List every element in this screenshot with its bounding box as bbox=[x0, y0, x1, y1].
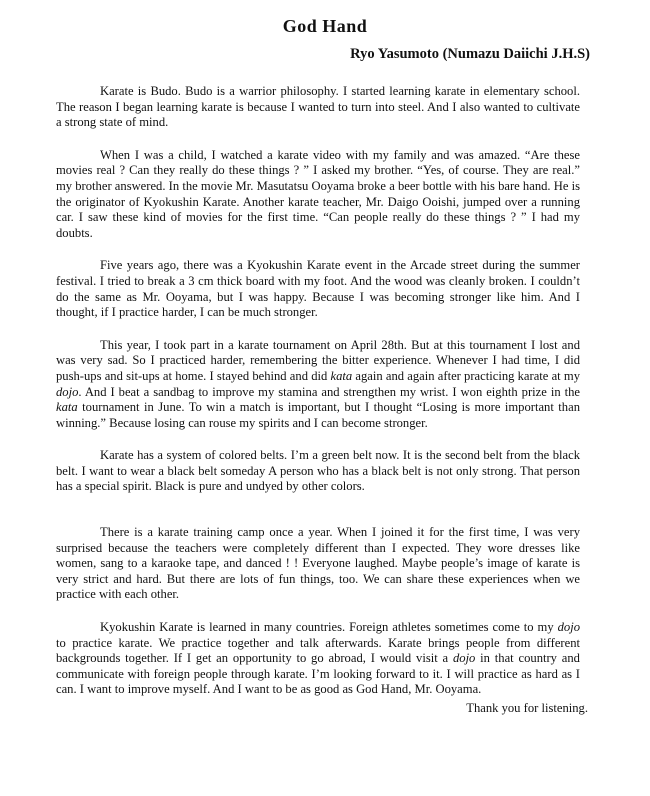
paragraph-6: There is a karate training camp once a year. When I joined it for the first time, I was very surprised because the teachers were completely different than I expected. They wore dresses like women, sang to a karaoke tape, and danced ! ! Everyone laughed. Maybe people’s image of karate is very strict and hard. But there are lots of fun things, too. We can share these experiences when we practice with each other. bbox=[56, 525, 580, 602]
essay-author: Ryo Yasumoto (Numazu Daiichi J.H.S) bbox=[350, 46, 590, 62]
term-dojo: dojo bbox=[452, 651, 476, 666]
term-dojo: dojo bbox=[557, 620, 580, 635]
paragraph-5: Karate has a system of colored belts. I’m a green belt now. It is the second belt from the black belt. I want to wear a black belt someday A person who has a black belt is not only strong. That person has a special spirit. Black is pure and undyed by other colors. bbox=[56, 448, 580, 494]
paragraph-3: Five years ago, there was a Kyokushin Karate event in the Arcade street during the summer festival. I tried to break a 3 cm thick board with my foot. And the wood was cleanly broken. I couldn’t do the same as Mr. Ooyama, but I was happy. Because I was becoming stronger like him. And I thought, if I practice harder, I can be much stronger. bbox=[56, 258, 580, 320]
paragraph-2: When I was a child, I watched a karate video with my family and was amazed. “Are these movies real ? Can they really do these things ? ” I asked my brother. “Yes, of course. They are real.” my brother answered. In the movie Mr. Masutatsu Ooyama broke a beer bottle with his bare hand. He is the originator of Kyokushin Karate. Another karate teacher, Mr. Daigo Ooishi, jumped over a running car. I saw these kind of movies for the first time. “Can people really do these things ? ” I had my doubts. bbox=[56, 147, 580, 240]
paragraph-1: Karate is Budo. Budo is a warrior philosophy. I started learning karate in elementary school. The reason I began learning karate is because I wanted to turn into steel. And I also wanted to cultivate a strong state of mind. bbox=[56, 84, 580, 130]
paragraph-4: This year, I took part in a karate tournament on April 28th. But at this tournament I lost and was very sad. So I practiced harder, remembering the bitter experience. Whenever I had time, I did push-ups and sit-ups at home. I stayed behind and did kata again and again after practicing karate at my dojo. And I beat a sandbag to improve my stamina and strengthen my wrist. I won eighth prize in the kata tournament in June. To win a match is important, but I thought “Losing is more important than winning.” Because losing can rouse my spirits and I can become stronger. bbox=[56, 337, 580, 430]
essay-title: God Hand bbox=[282, 16, 368, 36]
term-kata: kata bbox=[330, 368, 353, 383]
term-dojo: dojo bbox=[56, 384, 79, 399]
closing-line: Thank you for listening. bbox=[466, 701, 588, 715]
paragraph-7: Kyokushin Karate is learned in many countries. Foreign athletes sometimes come to my dojo to practice karate. We practice together and talk afterwards. Karate brings people from different backgrounds together. If I get an opportunity to go abroad, I would visit a dojo in that country and communicate with foreign people through karate. I’m looking forward to it. I will practice as hard as I can. I want to improve myself. And I want to be as good as God Hand, Mr. Ooyama. bbox=[56, 620, 580, 697]
term-kata: kata bbox=[56, 400, 78, 415]
